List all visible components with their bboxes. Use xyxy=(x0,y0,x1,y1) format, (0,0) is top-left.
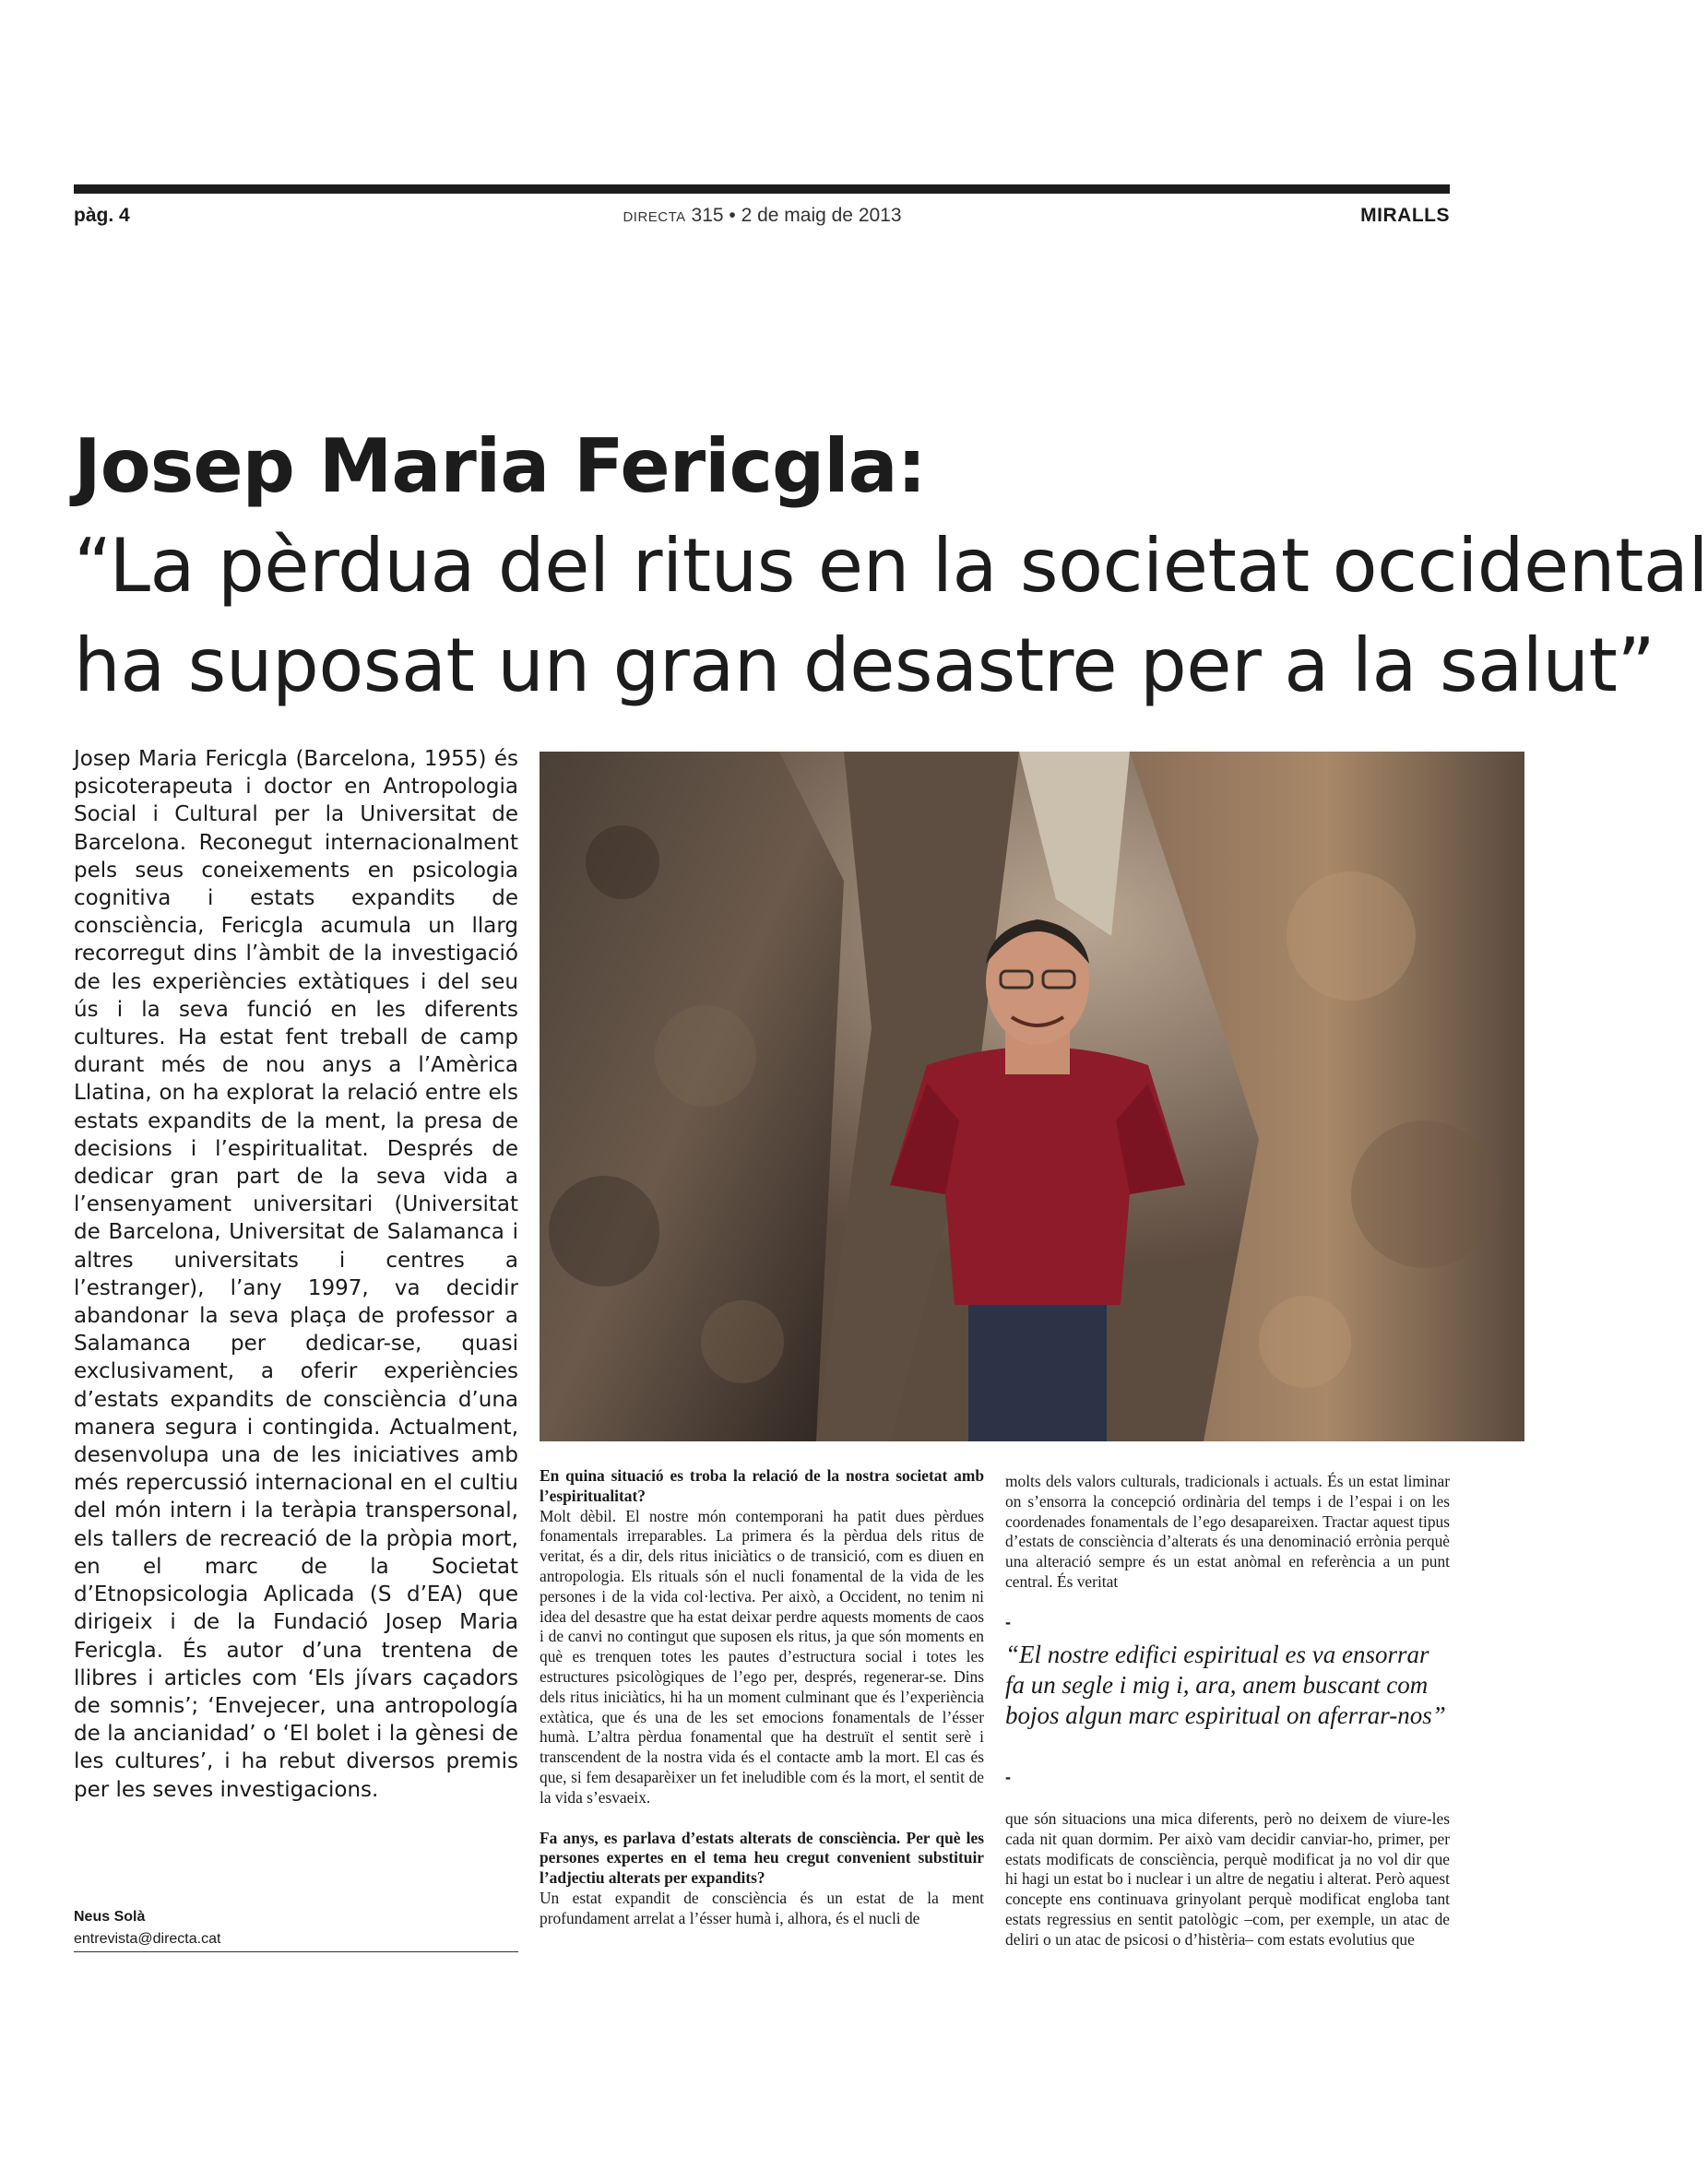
top-rule xyxy=(74,184,1450,194)
author-email: entrevista@directa.cat xyxy=(74,1931,518,1952)
portrait-photo xyxy=(540,752,1524,1441)
answer-2-end: que són situacions una mica diferents, però no deixem de viure-les cada nit quan dormim. Per això vam decidir canviar-ho, primer, per estats modificats de consciència, perquè modificat ja no vol dir que hi hagi un estat bo i nuclear i un altre de negatiu i alterat. Però aquest concepte ens continuava grinyolant perquè modificat engloba tant estats regressius en sentit patològic –com, per exemple, un atac de deliri o un atac de psicosi o d’histèria– com estats evolutius que xyxy=(1005,1809,1450,1949)
pullquote-dash-top: - xyxy=(1005,1613,1011,1631)
publication-name: DIRECTA xyxy=(623,209,686,225)
headline-quote-line2: ha suposat un gran desastre per a la salut” xyxy=(74,622,1655,708)
intro-text: Josep Maria Fericgla (Barcelona, 1955) és psicoterapeuta i doctor en Antropologia Social i Cultural per la Universitat de Barcelona. Reconegut internacionalment pels seus coneixements en psicologia cognitiva i estats expandits de consciència, Fericgla acumula un llarg recorregut dins l’àmbit de la investigació de les experiències extàtiques i del seu ús i la seva funció en les diferents cultures. Ha estat fent treball de camp durant més de nou anys a l’Amèrica Llatina, on ha explorat la relació entre els estats expandits de la ment, la presa de decisions i l’espiritualitat. Després de dedicar gran part de la seva vida a l’ensenyament universitari (Universitat de Barcelona, Universitat de Salamanca i altres universitats i centres a l’estranger), l’any 1997, va decidir abandonar la seva plaça de professor a Salamanca per dedicar-se, quasi exclusivament, a oferir experiències d’estats expandits de consciència d’una manera segura i contingida. Actualment, desenvolupa una de les iniciatives amb més repercussió internacional en el cultiu del món intern i la teràpia transpersonal, els tallers de recreació de la pròpia mort, en el marc de la Societat d’Etnopsicologia Aplicada (S d’EA) que dirigeix i de la Fundació Josep Maria Fericgla. És autor d’una trentena de llibres i articles com ‘Els jívars caçadors de somnis’; ‘Envejecer, una antropología de la ancianidad’ o ‘El bolet i la gènesi de les cultures’, i ha rebut diversos premis per les seves investigacions. xyxy=(74,747,518,1802)
portrait-illustration xyxy=(540,752,1524,1441)
publication-info xyxy=(0,205,1524,227)
question-2: Fa anys, es parlava d’estats alterats de consciència. Per què les persones expertes en el tema heu cregut convenient substituir l’adjectiu alterats per expandits? xyxy=(540,1828,984,1888)
answer-2-continued: molts dels valors culturals, tradicionals i actuals. És un estat liminar on s’ensorra la concepció ordinària del temps i de l’espai i on les coordenades fonamentals de l’ego desapareixen. Tractar aquest tipus d’estats de consciència d’alterats és una denominació errònia perquè una alteració sempre és un estat anòmal en referència a un punt central. És veritat xyxy=(1005,1472,1450,1591)
headline-quote-line1: “La pèrdua del ritus en la societat occidental xyxy=(74,523,1708,609)
headline xyxy=(74,417,1708,716)
pullquote-dash-bottom: - xyxy=(1005,1768,1011,1786)
byline xyxy=(74,1909,518,1952)
headline-name: Josep Maria Fericgla: xyxy=(74,423,926,509)
page-number: pàg. 4 xyxy=(74,205,130,226)
interview-column-2-end xyxy=(1005,1809,1450,1950)
section-name: MIRALLS xyxy=(1360,205,1450,226)
author-name: Neus Solà xyxy=(74,1909,146,1925)
interview-column-2 xyxy=(1005,1472,1450,1593)
interview-column-1 xyxy=(540,1466,984,1929)
issue-date: 315 • 2 de maig de 2013 xyxy=(691,205,902,226)
spacer xyxy=(540,1808,984,1829)
answer-2: Un estat expandit de consciència és un estat de la ment profundament arrelat a l’ésser humà i, alhora, és el nucli de xyxy=(540,1888,984,1927)
pullquote: “El nostre edifici espiritual es va ensorrar fa un segle i mig i, ara, anem buscant com bojos algun marc espiritual on aferrar-nos” xyxy=(1005,1641,1446,1729)
answer-1: Molt dèbil. El nostre món contemporani ha patit dues pèrdues fonamentals irreparables. La primera és la pèrdua dels ritus de veritat, és a dir, dels ritus iniciàtics o de transició, com es diuen en antropologia. Els rituals són el nucli fonamental de la vida de les persones i de la vida col·lectiva. Per això, a Occident, no tenim ni idea del desastre que ha estat deixar perdre aquests moments de caos i de canvi no contingut que suposen els ritus, ja que són moments en què es trenquen totes les pautes d’estructura social i totes les estructures psicològiques de l’ego per, després, regenerar-se. Dins dels ritus iniciàtics, hi ha un moment culminant que és l’experiència extàtica, que és una de les set emocions fonamentals de l’ésser humà. L’altra pèrdua fonamental que ha destruït el sentit serè i transcendent de la nostra vida és el contacte amb la mort. El cas és que, si fem desaparèixer un fet ineludible com és la mort, el sentit de la vida s’esvaeix. xyxy=(540,1506,984,1807)
question-1: En quina situació es troba la relació de la nostra societat amb l’espiritualitat? xyxy=(540,1466,984,1505)
